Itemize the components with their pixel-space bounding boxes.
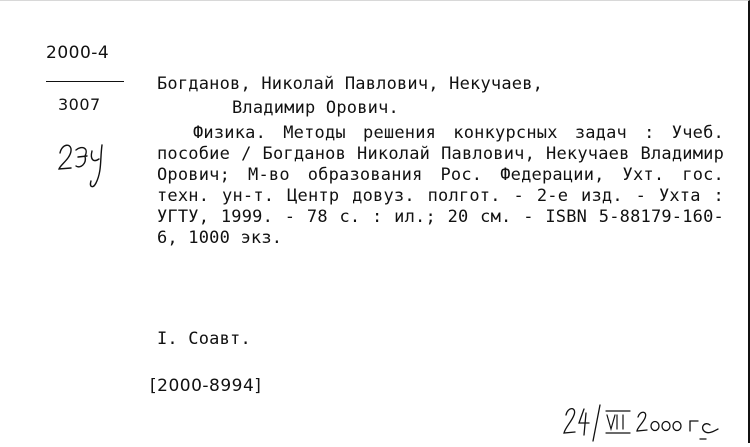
handwritten-date-drawing bbox=[560, 401, 730, 443]
heading-line-2: Владимир Орович. bbox=[232, 98, 399, 118]
handwritten-mark-drawing bbox=[56, 139, 116, 194]
divider-line bbox=[46, 81, 124, 82]
description-body: Физика. Методы решения конкурсных задач : Учеб. пособие / Богданов Николай Павлович, Некучаев Владимир Орович; М-во образования Рос. Федерации, Ухт. гос. техн. ун-т. Центр довуз. полгот. - 2-е изд. - Ухта : УГТУ, 1999. - 78 с. : ил.; 20 см. - ISBN 5-88179-160-6, 1000 экз. bbox=[157, 123, 724, 248]
author-sign: 3007 bbox=[58, 95, 101, 114]
handwritten-mark bbox=[56, 139, 116, 198]
heading-line-1: Богданов, Николай Павлович, Некучаев, bbox=[157, 74, 544, 94]
handwritten-date bbox=[560, 401, 730, 447]
classification-number: 2000-4 bbox=[46, 43, 110, 63]
record-number: [2000-8994] bbox=[150, 376, 262, 396]
tracing-line: I. Соавт. bbox=[157, 329, 251, 349]
